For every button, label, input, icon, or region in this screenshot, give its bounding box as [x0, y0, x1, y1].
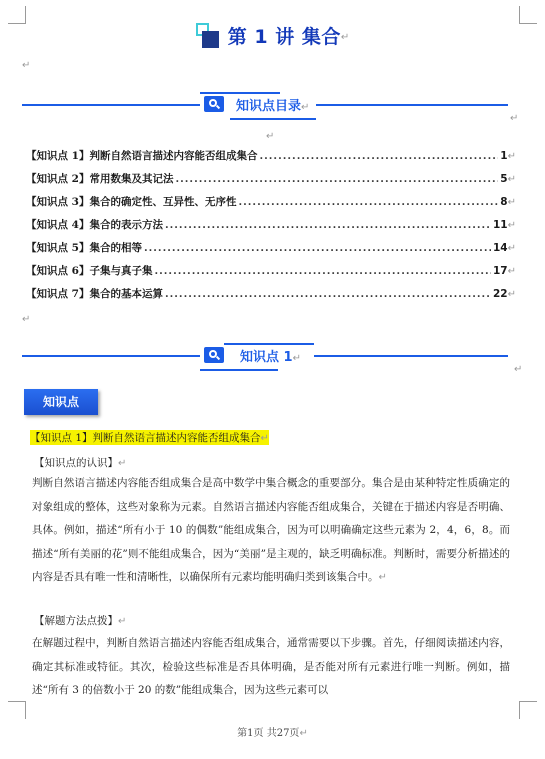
- subheading-method: 【解题方法点拨】↵: [34, 615, 127, 627]
- paragraph-mark-icon: ↵: [514, 364, 523, 375]
- highlighted-heading: 【知识点 1】判断自然语言描述内容能否组成集合↵: [30, 432, 269, 444]
- paragraph-method: 在解题过程中，判断自然语言描述内容能否组成集合，通常需要以下步骤。首先，仔细阅读描述内容，确定其标准或特征。其次，检验这些标准是否具体明确，是否能对所有元素进行唯一判断。例如，描述“所有 3 的倍数小于 20 的数”能组成集合，因为这些元素可以: [32, 637, 510, 697]
- search-icon: [204, 96, 224, 112]
- paragraph-mark-icon: ↵: [266, 131, 275, 142]
- toc-entry[interactable]: 【知识点 7】集合的基本运算 ..... 22 ↵: [26, 286, 516, 309]
- toc-banner-title: 知识点目录: [236, 99, 302, 114]
- toc-entry[interactable]: 【知识点 3】集合的确定性、互异性、无序性 ..... 8 ↵: [26, 194, 516, 217]
- table-of-contents: [26, 148, 516, 309]
- toc-entry[interactable]: 【知识点 1】判断自然语言描述内容能否组成集合 ..... 1 ↵: [26, 148, 516, 171]
- section-banner: 知识点 1↵: [22, 341, 508, 373]
- crop-mark-bottom-right: [519, 701, 537, 719]
- paragraph-knowledge: 判断自然语言描述内容能否组成集合是高中数学中集合概念的重要部分。集合是由某种特定性质确定的对象组成的整体，这些对象称为元素。自然语言描述内容能否组成集合，关键在于描述内容是否明确、具体。例如，描述“所有小于 10 的偶数”能组成集合，因为可以明确确定这些元素为 2，4，6，8。而描述“所有美丽的花”则不能组成集合，因为“美丽”是主观的，缺乏明确标准。判断时，需要分析描述的内容是否具有唯一性和清晰性，以确保所有元素均能明确归类到该集合中。↵: [32, 477, 510, 584]
- paragraph-mark-icon: ↵: [510, 113, 519, 124]
- toc-entry[interactable]: 【知识点 4】集合的表示方法 ..... 11 ↵: [26, 217, 516, 240]
- section-banner-title: 知识点 1: [240, 350, 293, 365]
- title-square-icon: [196, 23, 220, 49]
- paragraph-mark-icon: ↵: [22, 314, 31, 325]
- toc-entry[interactable]: 【知识点 2】常用数集及其记法 ..... 5 ↵: [26, 171, 516, 194]
- toc-banner: 知识点目录↵: [22, 90, 508, 122]
- paragraph-mark-icon: ↵: [340, 32, 350, 43]
- toc-entry[interactable]: 【知识点 6】子集与真子集 ..... 17 ↵: [26, 263, 516, 286]
- subheading-knowledge: 【知识点的认识】↵: [34, 457, 127, 469]
- knowledge-tag: 知识点: [24, 389, 98, 415]
- toc-entry[interactable]: 【知识点 5】集合的相等 ..... 14 ↵: [26, 240, 516, 263]
- page-footer: 第1页 共27页↵: [237, 728, 308, 739]
- crop-mark-bottom-left: [8, 701, 26, 719]
- page-title: 第 1 讲 集合: [227, 26, 341, 48]
- search-icon: [204, 347, 224, 363]
- title-block: [0, 22, 545, 49]
- paragraph-mark-icon: ↵: [22, 60, 31, 71]
